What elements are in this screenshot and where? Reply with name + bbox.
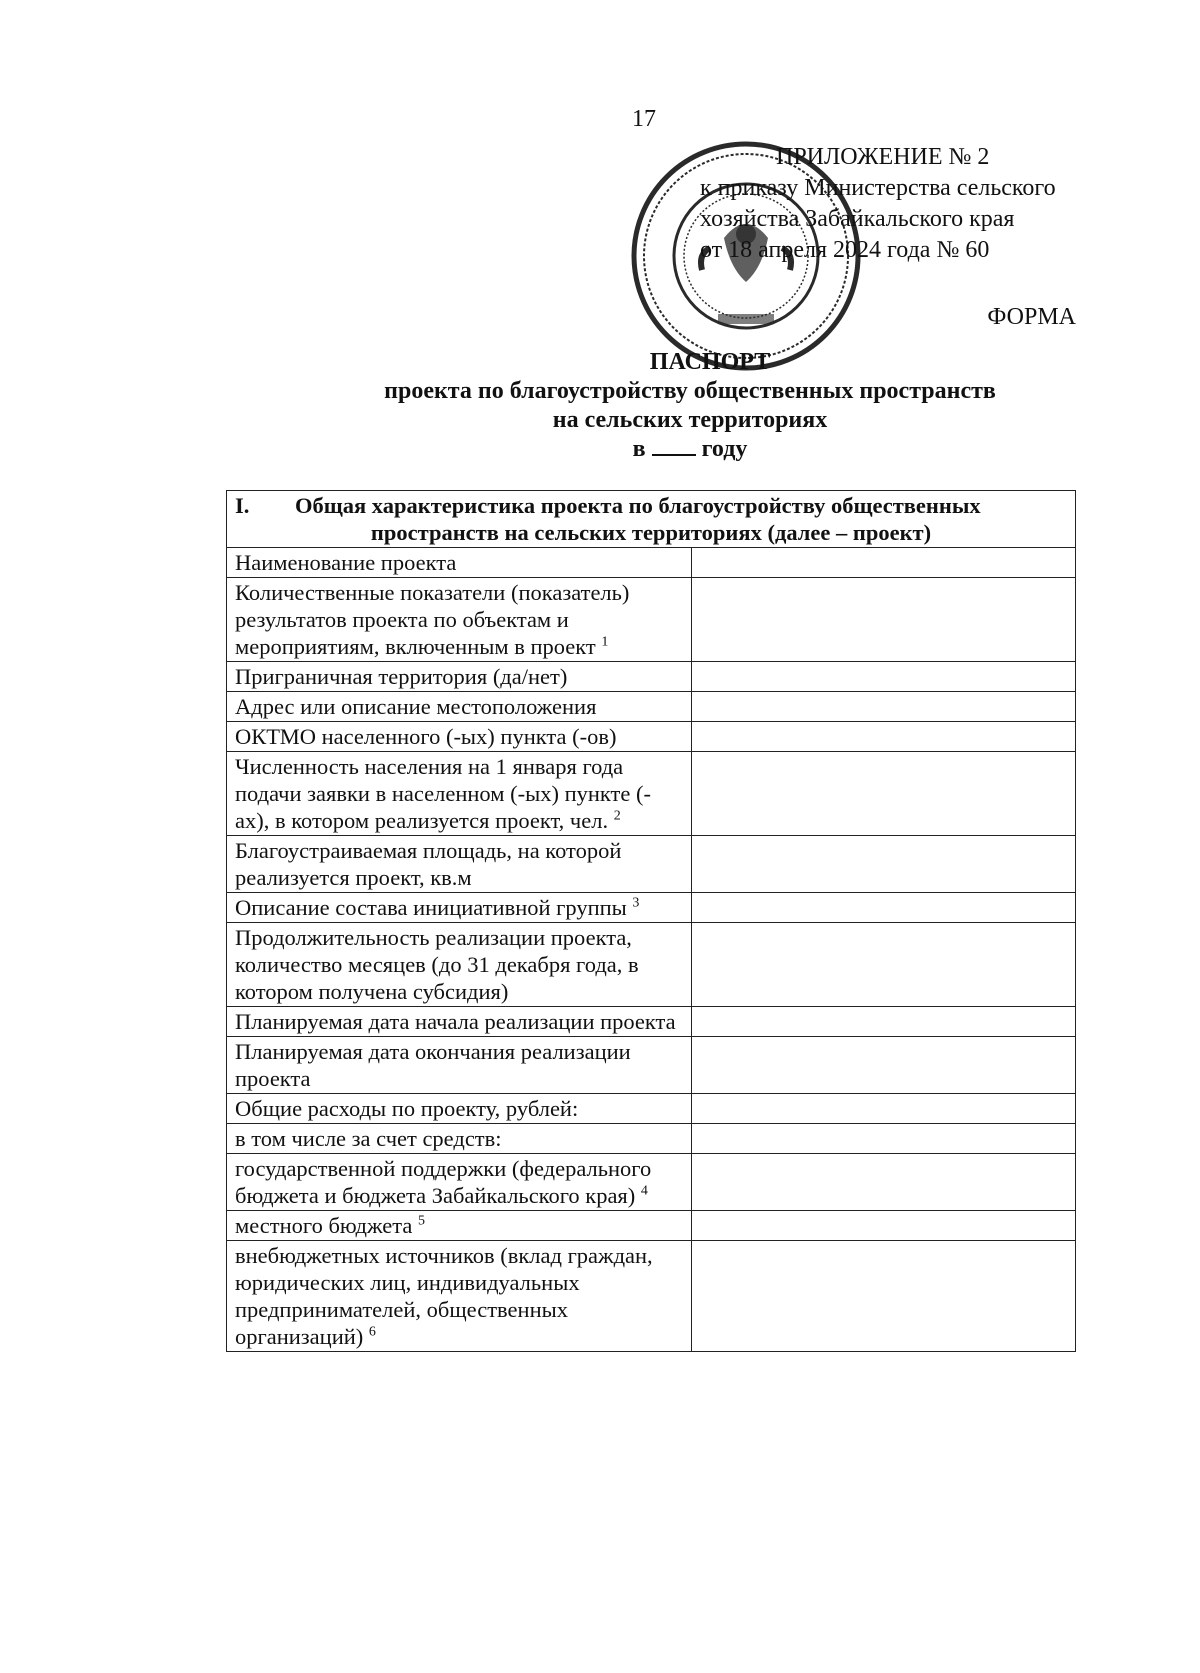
row-value-cell[interactable] bbox=[692, 548, 1076, 578]
row-label-cell bbox=[227, 548, 692, 578]
row-value-cell[interactable] bbox=[692, 752, 1076, 836]
row-label-cell bbox=[227, 722, 692, 752]
passport-table bbox=[226, 490, 1076, 1352]
table-row bbox=[227, 1154, 1076, 1211]
row-value-cell[interactable] bbox=[692, 722, 1076, 752]
row-value-cell[interactable] bbox=[692, 1124, 1076, 1154]
row-label: в том числе за счет средств: bbox=[235, 1126, 502, 1151]
row-label-cell bbox=[227, 692, 692, 722]
page-number: 17 bbox=[632, 106, 656, 132]
table-row bbox=[227, 923, 1076, 1007]
title-line-4 bbox=[240, 435, 1140, 464]
row-value-cell[interactable] bbox=[692, 1007, 1076, 1037]
table-row bbox=[227, 1007, 1076, 1037]
table-row bbox=[227, 893, 1076, 923]
row-label: Количественные показатели (показатель) результатов проекта по объектам и мероприятиям, включенным в проект bbox=[235, 580, 630, 659]
section-header-cell bbox=[227, 491, 1076, 548]
title-line-1: ПАСПОРТ bbox=[649, 349, 771, 375]
footnote-marker: 5 bbox=[417, 1213, 425, 1229]
row-value-cell[interactable] bbox=[692, 1037, 1076, 1094]
section-number: I. bbox=[235, 493, 250, 518]
title-line-2: проекта по благоустройству общественных пространств bbox=[384, 378, 996, 404]
row-value-cell[interactable] bbox=[692, 578, 1076, 662]
table-row bbox=[227, 578, 1076, 662]
appendix-line-4: от 18 апреля 2024 года № 60 bbox=[700, 237, 990, 263]
row-label: Продолжительность реализации проекта, количество месяцев (до 31 декабря года, в котором получена субсидия) bbox=[235, 925, 639, 1004]
document-title bbox=[240, 348, 1140, 464]
row-label: местного бюджета bbox=[235, 1213, 413, 1238]
row-value-cell[interactable] bbox=[692, 662, 1076, 692]
row-label: Планируемая дата начала реализации проекта bbox=[235, 1009, 676, 1034]
row-value-cell[interactable] bbox=[692, 893, 1076, 923]
table-row bbox=[227, 1211, 1076, 1241]
row-value-cell[interactable] bbox=[692, 923, 1076, 1007]
row-label: Численность населения на 1 января года подачи заявки в населенном (-ых) пункте (-ах), в котором реализуется проект, чел. bbox=[235, 754, 651, 833]
table-row bbox=[227, 662, 1076, 692]
row-value-cell[interactable] bbox=[692, 1241, 1076, 1352]
footnote-marker: 2 bbox=[613, 808, 621, 824]
appendix-line-1: ПРИЛОЖЕНИЕ № 2 bbox=[776, 144, 990, 170]
row-label: Наименование проекта bbox=[235, 550, 457, 575]
section-title-line-1: Общая характеристика проекта по благоустройству общественных bbox=[295, 493, 981, 518]
row-label-cell bbox=[227, 1154, 692, 1211]
appendix-line-2: к приказу Министерства сельского bbox=[700, 175, 1056, 201]
table-row bbox=[227, 1094, 1076, 1124]
row-label-cell bbox=[227, 578, 692, 662]
table-row bbox=[227, 1037, 1076, 1094]
row-label: ОКТМО населенного (-ых) пункта (-ов) bbox=[235, 724, 617, 749]
row-value-cell[interactable] bbox=[692, 692, 1076, 722]
row-label-cell bbox=[227, 893, 692, 923]
row-label-cell bbox=[227, 1211, 692, 1241]
row-label: Общие расходы по проекту, рублей: bbox=[235, 1096, 579, 1121]
table-row bbox=[227, 722, 1076, 752]
year-blank-field[interactable] bbox=[652, 436, 696, 456]
appendix-line-3: хозяйства Забайкальского края bbox=[700, 206, 1015, 232]
row-label: государственной поддержки (федерального бюджета и бюджета Забайкальского края) bbox=[235, 1156, 652, 1208]
title-line-3: на сельских территориях bbox=[552, 407, 828, 433]
table-row bbox=[227, 548, 1076, 578]
footnote-marker: 4 bbox=[640, 1183, 648, 1199]
footnote-marker: 3 bbox=[632, 895, 640, 911]
row-label-cell bbox=[227, 1094, 692, 1124]
row-label-cell bbox=[227, 1241, 692, 1352]
row-label: Адрес или описание местоположения bbox=[235, 694, 597, 719]
table-row bbox=[227, 752, 1076, 836]
form-label: ФОРМА bbox=[987, 304, 1076, 330]
section-title-line-2: пространств на сельских территориях (далее – проект) bbox=[370, 520, 932, 545]
row-value-cell[interactable] bbox=[692, 1211, 1076, 1241]
appendix-block bbox=[700, 142, 1080, 266]
row-label: Описание состава инициативной группы bbox=[235, 895, 627, 920]
footnote-marker: 6 bbox=[368, 1324, 376, 1340]
title-year-suffix: году bbox=[701, 436, 748, 462]
title-year-prefix: в bbox=[632, 436, 646, 462]
table-row bbox=[227, 692, 1076, 722]
row-label: Приграничная территория (да/нет) bbox=[235, 664, 568, 689]
row-label-cell bbox=[227, 1124, 692, 1154]
footnote-marker: 1 bbox=[601, 634, 609, 650]
row-label-cell bbox=[227, 662, 692, 692]
row-value-cell[interactable] bbox=[692, 1154, 1076, 1211]
row-label-cell bbox=[227, 923, 692, 1007]
row-value-cell[interactable] bbox=[692, 1094, 1076, 1124]
table-row bbox=[227, 836, 1076, 893]
row-label-cell bbox=[227, 752, 692, 836]
row-label: Благоустраиваемая площадь, на которой реализуется проект, кв.м bbox=[235, 838, 622, 890]
row-value-cell[interactable] bbox=[692, 836, 1076, 893]
row-label: Планируемая дата окончания реализации проекта bbox=[235, 1039, 631, 1091]
row-label: внебюджетных источников (вклад граждан, юридических лиц, индивидуальных предпринимателей, общественных организаций) bbox=[235, 1243, 653, 1349]
row-label-cell bbox=[227, 1037, 692, 1094]
table-row bbox=[227, 1241, 1076, 1352]
row-label-cell bbox=[227, 836, 692, 893]
row-label-cell bbox=[227, 1007, 692, 1037]
section-header-row bbox=[227, 491, 1076, 548]
table-row bbox=[227, 1124, 1076, 1154]
